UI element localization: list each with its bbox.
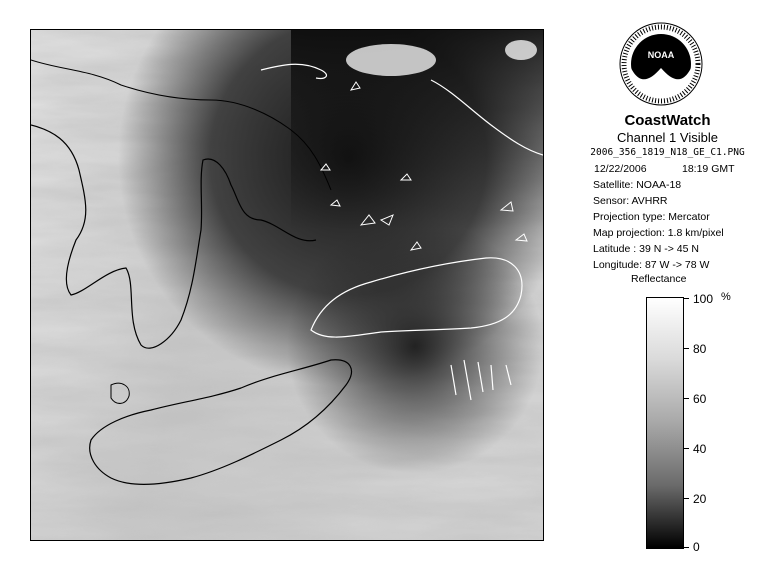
colorbar-tick-label: 60 <box>693 392 707 406</box>
satellite-label: Satellite: NOAA-18 <box>593 179 682 191</box>
colorbar-tick-label: 40 <box>693 442 707 456</box>
colorbar-tick <box>683 547 689 548</box>
longitude-label: Longitude: 87 W -> 78 W <box>593 259 710 271</box>
filename-label: 2006_356_1819_N18_GE_C1.PNG <box>590 147 745 158</box>
colorbar-tick-label: 80 <box>693 342 707 356</box>
noaa-logo-icon <box>619 22 703 106</box>
channel-label: Channel 1 Visible <box>617 130 718 145</box>
colorbar-tick-label: 0 <box>693 540 700 554</box>
brand-title: CoastWatch <box>624 112 711 129</box>
colorbar-tick <box>683 298 689 299</box>
latitude-label: Latitude : 39 N -> 45 N <box>593 243 699 255</box>
colorbar-tick-label: 100 <box>693 292 714 306</box>
colorbar-tick-label: 20 <box>693 492 707 506</box>
satellite-image-svg <box>31 30 543 540</box>
reflectance-colorbar <box>646 297 684 549</box>
colorbar-tick <box>683 398 689 399</box>
legend-title: Reflectance <box>631 273 687 285</box>
time-label: 18:19 GMT <box>682 163 735 175</box>
colorbar-tick <box>683 348 689 349</box>
map-projection-label: Map projection: 1.8 km/pixel <box>593 227 724 239</box>
colorbar-tick <box>683 448 689 449</box>
projection-type-label: Projection type: Mercator <box>593 211 710 223</box>
colorbar-tick <box>683 498 689 499</box>
legend-unit: % <box>721 291 731 303</box>
logo-center-text: NOAA <box>647 50 675 60</box>
satellite-image <box>30 29 544 541</box>
sensor-label: Sensor: AVHRR <box>593 195 668 207</box>
date-label: 12/22/2006 <box>594 163 647 175</box>
